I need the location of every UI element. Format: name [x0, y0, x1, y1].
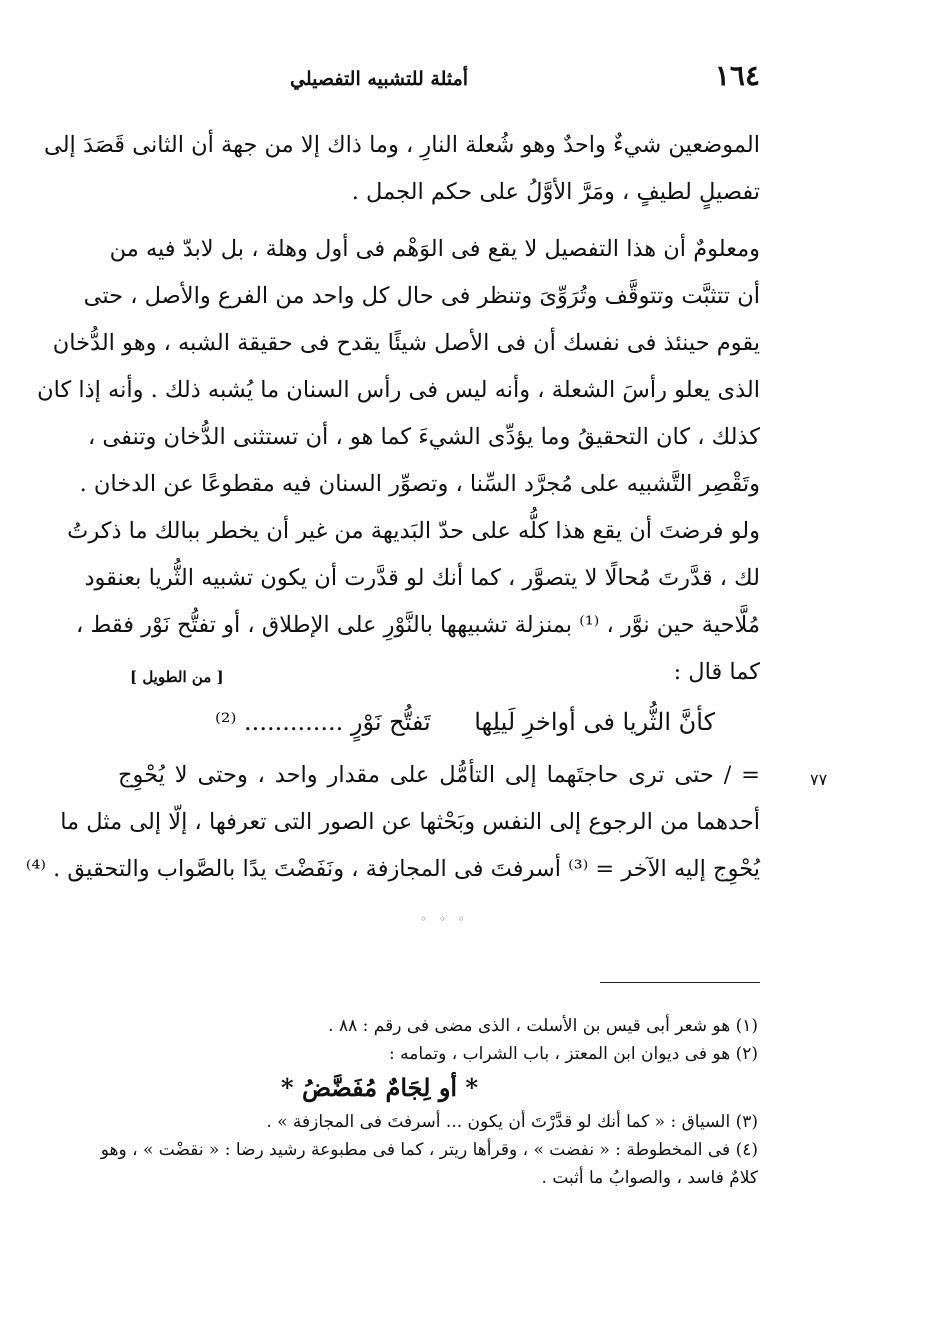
text-line: ومعلومٌ أن هذا التفصيل لا يقع فى الوَهْم فى أول وهلة ، بل لابدّ فيه من [109, 236, 760, 262]
main-text [37, 122, 760, 696]
footnote-3: (٣) السياق : « كما أنك لو قدَّرْتَ أن يكون ... أسرفتَ فى المجازفة » . [266, 1112, 758, 1132]
footnote-4: (٤) فى المخطوطة : « نفضت » ، وقرأها ريتر ، كما فى مطبوعة رشيد رضا : « نقضْت » ، وهو [100, 1140, 758, 1160]
page-header [120, 58, 760, 98]
margin-page-reference: ٧٧ [810, 770, 828, 789]
meter-label: [ من الطويل ] [130, 668, 224, 686]
text-line: أحدهما من الرجوع إلى النفس وبَحْثها عن الصور التى تعرفها ، إلّا إلى مثل ما [60, 809, 760, 835]
verse-second-hemistich: تَفتُّح نَوْرٍ ............. ⁽²⁾ [215, 708, 431, 736]
text-line: كما قال : [673, 659, 760, 685]
text-line: = / حتى ترى حاجتَهما إلى التأمُّل على مقدار واحد ، وحتى لا يُحْوِج [118, 762, 760, 788]
text-line: كذلك ، كان التحقيقُ وما يؤدِّى الشيءَ كما هو ، أن تستثنى الدُّخان وتنفى ، [87, 424, 760, 450]
text-line: وتَقْصِر التَّشبيه على مُجرَّد السِّنا ، وتصوِّر السنان فيه مقطوعًا عن الدخان . [79, 471, 760, 497]
text-line: مُلَّاحية حين نوَّر ، ⁽¹⁾ بمنزلة تشبيهها بالنَّوْرِ على الإطلاق ، أو تفتُّح نَوْر فقط ، [76, 612, 760, 638]
text-line: لك ، قدَّرتَ مُحالًا لا يتصوَّر ، كما أنك لو قدَّرت أن يكون تشبيه الثُّريا بعنقود [84, 565, 760, 591]
verse-first-hemistich: كأنَّ الثُّريا فى أواخرِ لَيلِها [474, 708, 715, 736]
footnote-2: (٢) هو فى ديوان ابن المعتز ، باب الشراب ، وتمامه : [389, 1044, 758, 1064]
text-line: ولو فرضتَ أن يقع هذا كلُّه على حدّ البَديهة من غير أن يخطر ببالك ما ذكرتُ [67, 518, 760, 544]
poetry-verse [215, 700, 715, 744]
footnote-divider [600, 982, 760, 983]
main-text-continued [25, 752, 760, 893]
footnote-1: (١) هو شعر أبى قيس بن الأسلت ، الذى مضى فى رقم : ٨٨ . [328, 1016, 758, 1036]
section-break: ◦ ◦ ◦ [420, 912, 469, 926]
text-line: يُحْوِج إليه الآخر = ⁽³⁾ أسرفتَ فى المجازفة ، ونَفَضْتَ يدًا بالصَّواب والتحقيق . ⁽⁴⁾ [25, 856, 760, 882]
text-line: تفصيلٍ لطيفٍ ، ومَرَّ الأوَّلُ على حكم الجمل . [351, 179, 760, 205]
text-line: الذى يعلو رأسَ الشعلة ، وأنه ليس فى رأس السنان ما يُشبه ذلك . وأنه إذا كان [37, 377, 760, 403]
text-line: يقوم حينئذ فى نفسك أن فى الأصل شيئًا يقدح فى حقيقة الشبه ، وهو الدُّخان [52, 330, 760, 356]
text-line: الموضعين شيءٌ واحدٌ وهو شُعلة النارِ ، وما ذاك إلا من جهة أن الثانى قَصَدَ إلى [43, 132, 760, 158]
page-number: ١٦٤ [714, 59, 760, 92]
running-title: أمثلة للتشبيه التفصيلي [290, 68, 469, 90]
footnotes [100, 1012, 758, 1192]
text-line: أن تتثبَّت وتتوقَّف وتُرَوِّىَ وتنظر فى حال كل واحد من الفرع والأصل ، حتى [83, 283, 760, 309]
footnote-4-continued: كلامٌ فاسد ، والصوابُ ما أثبت . [541, 1168, 758, 1188]
footnote-2-quote: * أو لِجَامٌ مُفَضَّضُ * [281, 1073, 478, 1102]
